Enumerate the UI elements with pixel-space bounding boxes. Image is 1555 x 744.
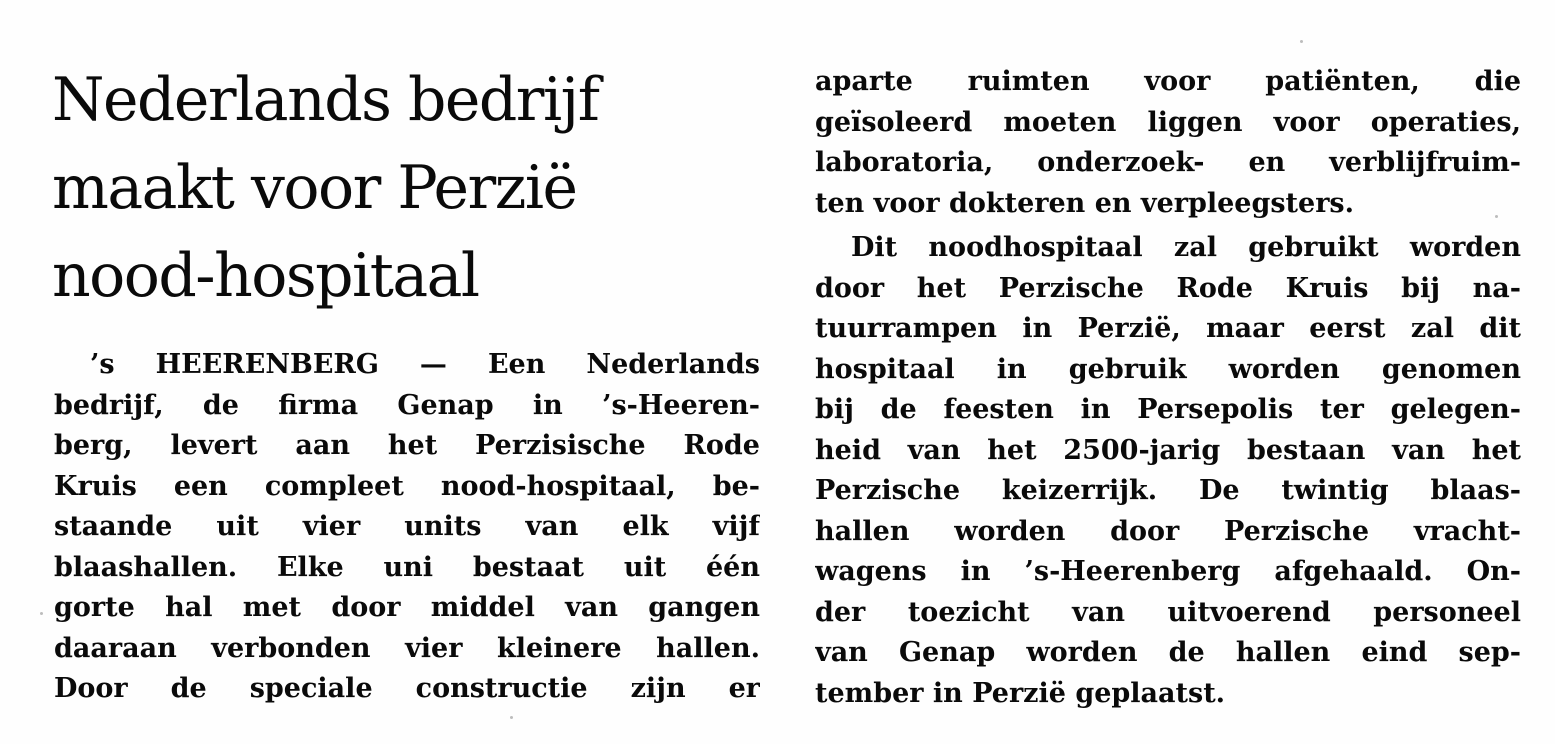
text-line: bij de feesten in Persepolis ter gelegen- — [815, 394, 1521, 425]
paper-speck — [1300, 40, 1303, 43]
paragraph — [815, 62, 1521, 224]
text-line: Perzische keizerrijk. De twintig blaas- — [815, 475, 1521, 506]
text-line: hallen worden door Perzische vracht- — [815, 515, 1521, 547]
text-line: ten voor dokteren en verpleegsters. — [815, 187, 1355, 219]
article-column-left — [54, 345, 760, 710]
headline-line: nood-hospitaal — [52, 241, 479, 311]
text-line: bedrijf, de firma Genap in ’s-Heeren- — [54, 389, 760, 421]
text-line: staande uit vier units van elk vijf — [54, 511, 760, 542]
article-headline — [52, 56, 752, 320]
paper-speck — [510, 716, 513, 719]
headline-line: maakt voor Perzië — [52, 153, 577, 223]
text-line: tuurrampen in Perzië, maar eerst zal dit — [815, 313, 1521, 344]
text-line: heid van het 2500-jarig bestaan van het — [815, 434, 1521, 466]
text-line: gorte hal met door middel van gangen — [54, 592, 760, 623]
text-line: wagens in ’s-Heerenberg afgehaald. On- — [815, 556, 1521, 587]
headline-line: Nederlands bedrijf — [52, 65, 599, 135]
text-line: van Genap worden de hallen eind sep- — [815, 637, 1521, 668]
text-line: door het Perzische Rode Kruis bij na- — [815, 272, 1521, 304]
text-line: ’s HEERENBERG — Een Nederlands — [90, 349, 760, 380]
text-line: tember in Perzië geplaatst. — [815, 677, 1226, 709]
text-line: blaashallen. Elke uni bestaat uit één — [54, 551, 760, 583]
text-line: Dit noodhospitaal zal gebruikt worden — [851, 232, 1521, 263]
text-line: aparte ruimten voor patiënten, die — [815, 66, 1521, 97]
paper-speck — [1495, 215, 1498, 218]
text-line: hospitaal in gebruik worden genomen — [815, 353, 1521, 385]
paragraph — [815, 228, 1521, 714]
text-line: Kruis een compleet nood-hospitaal, be- — [54, 470, 760, 502]
text-line: der toezicht van uitvoerend personeel — [815, 596, 1521, 628]
text-line: Door de speciale constructie zijn er — [54, 673, 760, 704]
text-line: berg, levert aan het Perzisische Rode — [54, 430, 760, 461]
article-column-right — [815, 62, 1521, 714]
text-line: geïsoleerd moeten liggen voor operaties, — [815, 106, 1521, 138]
text-line: laboratoria, onderzoek- en verblijfruim- — [815, 147, 1521, 178]
text-line: daaraan verbonden vier kleinere hallen. — [54, 632, 760, 664]
paper-speck — [40, 612, 43, 615]
